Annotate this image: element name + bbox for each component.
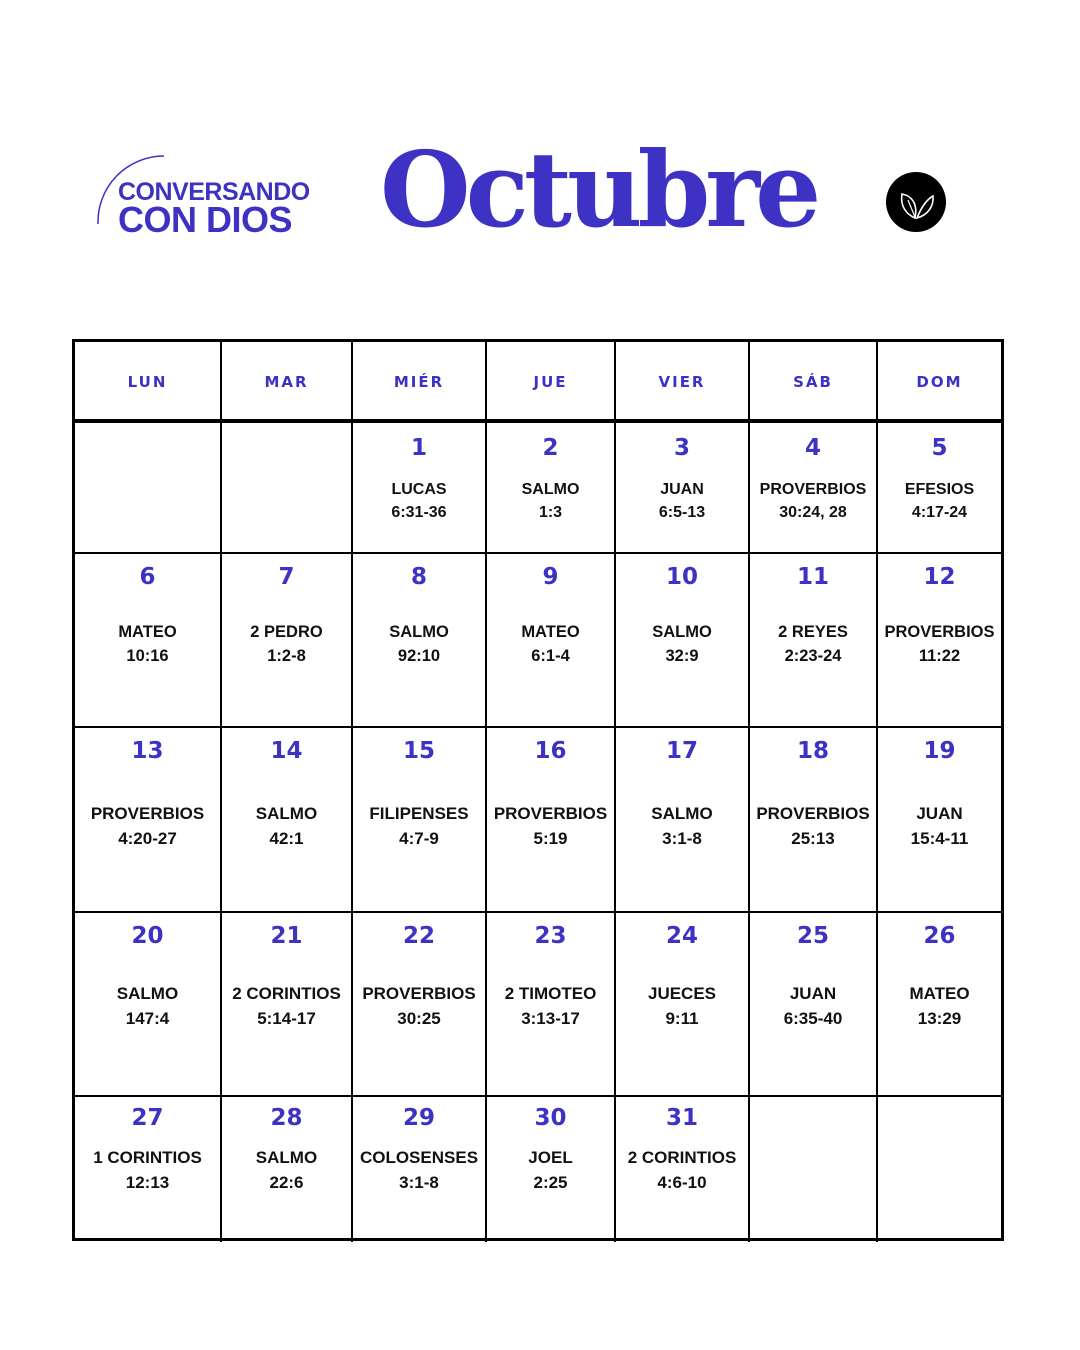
- verse-chapter: 30:25: [397, 1009, 441, 1028]
- day-number: 12: [923, 564, 956, 590]
- day-cell: [616, 1097, 750, 1242]
- day-number: 5: [931, 435, 948, 461]
- day-number: 8: [410, 564, 427, 590]
- day-cell: [878, 913, 1001, 1095]
- verse-book: 1 CORINTIOS: [93, 1148, 202, 1167]
- verse-chapter: 6:5-13: [658, 504, 706, 521]
- weekday-header: [75, 342, 1001, 423]
- verse-chapter: 11:22: [918, 647, 961, 665]
- day-number: 21: [270, 923, 303, 949]
- verse-book: 2 PEDRO: [250, 623, 323, 641]
- day-number: 2: [542, 435, 559, 461]
- verse-reference: [878, 620, 1001, 668]
- verse-chapter: 6:1-4: [531, 647, 570, 665]
- day-number: 19: [923, 738, 956, 764]
- week-row: [75, 423, 1001, 554]
- day-number: 4: [804, 435, 821, 461]
- verse-chapter: 92:10: [397, 647, 441, 665]
- day-cell: [222, 728, 353, 911]
- day-number: 1: [410, 435, 427, 461]
- verse-reference: [353, 801, 485, 851]
- leaf-icon: [886, 172, 946, 232]
- day-cell: [750, 423, 878, 552]
- verse-book: SALMO: [652, 623, 712, 641]
- verse-book: PROVERBIOS: [493, 804, 608, 823]
- day-cell: [222, 913, 353, 1095]
- weekday-header-cell: [750, 342, 878, 419]
- day-cell: [222, 1097, 353, 1242]
- verse-book: SALMO: [255, 1148, 318, 1167]
- verse-book: 2 TIMOTEO: [504, 984, 597, 1003]
- verse-chapter: 9:11: [665, 1009, 699, 1028]
- day-cell: [487, 913, 616, 1095]
- brand-line-1: CONVERSANDO: [118, 178, 310, 206]
- calendar-grid: [72, 339, 1004, 1241]
- verse-chapter: 10:16: [126, 647, 169, 665]
- day-number: 3: [673, 435, 690, 461]
- verse-book: 2 CORINTIOS: [627, 1148, 737, 1167]
- verse-book: PROVERBIOS: [756, 804, 870, 823]
- verse-reference: [222, 620, 351, 668]
- day-number: 27: [131, 1105, 164, 1131]
- day-number: 30: [534, 1105, 567, 1131]
- verse-book: MATEO: [118, 623, 177, 641]
- day-number: 28: [270, 1105, 303, 1131]
- day-cell: [878, 1097, 1001, 1242]
- day-cell: [75, 913, 222, 1095]
- day-cell: [353, 423, 487, 552]
- verse-reference: [616, 620, 748, 668]
- day-cell: [487, 423, 616, 552]
- verse-book: COLOSENSES: [359, 1148, 479, 1167]
- day-number: 13: [131, 738, 164, 764]
- verse-book: FILIPENSES: [369, 804, 469, 823]
- verse-chapter: 25:13: [791, 829, 835, 848]
- verse-chapter: 3:13-17: [521, 1009, 580, 1028]
- verse-book: SALMO: [521, 481, 580, 498]
- weekday-label: LUN: [127, 373, 168, 391]
- verse-reference: [75, 981, 220, 1031]
- verse-reference: [75, 1145, 220, 1195]
- verse-chapter: 3:1-8: [399, 1173, 439, 1192]
- weekday-header-cell: [878, 342, 1001, 419]
- verse-chapter: 22:6: [269, 1173, 304, 1192]
- verse-chapter: 5:14-17: [257, 1009, 316, 1028]
- verse-chapter: 4:7-9: [399, 829, 439, 848]
- verse-chapter: 12:13: [125, 1173, 170, 1192]
- day-cell: [616, 423, 750, 552]
- day-cell: [353, 728, 487, 911]
- week-row: [75, 554, 1001, 728]
- day-cell: [353, 913, 487, 1095]
- day-number: 6: [139, 564, 156, 590]
- verse-reference: [222, 1145, 351, 1195]
- day-number: 24: [665, 923, 698, 949]
- verse-chapter: 5:19: [533, 829, 568, 848]
- verse-reference: [222, 981, 351, 1031]
- day-cell: [616, 913, 750, 1095]
- verse-book: LUCAS: [391, 481, 447, 498]
- day-cell: [750, 554, 878, 726]
- day-number: 23: [534, 923, 567, 949]
- verse-book: JUAN: [916, 804, 963, 823]
- verse-chapter: 30:24, 28: [779, 504, 847, 521]
- verse-reference: [878, 981, 1001, 1031]
- verse-book: PROVERBIOS: [884, 623, 995, 641]
- verse-reference: [75, 801, 220, 851]
- verse-reference: [750, 981, 876, 1031]
- verse-reference: [487, 1145, 614, 1195]
- verse-reference: [616, 1145, 748, 1195]
- day-cell: [616, 728, 750, 911]
- month-title: Octubre: [380, 128, 817, 251]
- verse-book: EFESIOS: [904, 481, 975, 498]
- weekday-header-cell: [222, 342, 353, 419]
- day-number: 22: [402, 923, 435, 949]
- day-number: 20: [131, 923, 164, 949]
- verse-reference: [487, 478, 614, 524]
- verse-reference: [353, 981, 485, 1031]
- verse-book: JOEL: [528, 1148, 573, 1167]
- verse-book: JUAN: [789, 984, 837, 1003]
- brand-line-2: CON DIOS: [118, 199, 293, 240]
- verse-reference: [487, 620, 614, 668]
- day-cell: [487, 728, 616, 911]
- verse-book: PROVERBIOS: [759, 481, 867, 498]
- day-number: 18: [796, 738, 829, 764]
- day-cell: [75, 554, 222, 726]
- weekday-label: MIÉR: [393, 373, 445, 391]
- day-number: 31: [665, 1105, 698, 1131]
- day-number: 29: [402, 1105, 435, 1131]
- weekday-header-cell: [487, 342, 616, 419]
- verse-reference: [750, 478, 876, 524]
- weekday-header-cell: [616, 342, 750, 419]
- week-row: [75, 913, 1001, 1097]
- verse-reference: [353, 620, 485, 668]
- verse-reference: [222, 801, 351, 851]
- weekday-label: DOM: [916, 373, 963, 391]
- day-number: 11: [796, 564, 829, 590]
- verse-chapter: 1:2-8: [267, 647, 306, 665]
- verse-book: PROVERBIOS: [362, 984, 476, 1003]
- verse-chapter: 6:35-40: [783, 1009, 843, 1028]
- day-cell: [487, 1097, 616, 1242]
- day-cell: [750, 728, 878, 911]
- weekday-label: MAR: [264, 373, 309, 391]
- day-number: 14: [270, 738, 303, 764]
- day-number: 10: [665, 564, 698, 590]
- day-number: 26: [923, 923, 956, 949]
- verse-book: MATEO: [909, 984, 970, 1003]
- verse-reference: [616, 478, 748, 524]
- verse-reference: [75, 620, 220, 668]
- verse-chapter: 4:6-10: [657, 1173, 707, 1192]
- day-cell: [353, 1097, 487, 1242]
- day-cell: [878, 423, 1001, 552]
- verse-reference: [353, 478, 485, 524]
- day-number: 25: [796, 923, 829, 949]
- verse-book: SALMO: [651, 804, 713, 823]
- day-number: 15: [402, 738, 435, 764]
- day-cell: [75, 728, 222, 911]
- verse-chapter: 15:4-11: [910, 829, 969, 848]
- weekday-header-cell: [353, 342, 487, 419]
- day-number: 9: [542, 564, 559, 590]
- verse-chapter: 2:25: [533, 1173, 568, 1192]
- day-cell: [750, 913, 878, 1095]
- verse-reference: [487, 981, 614, 1031]
- verse-reference: [616, 801, 748, 851]
- day-cell: [75, 423, 222, 552]
- verse-book: JUAN: [660, 481, 704, 498]
- verse-reference: [353, 1145, 485, 1195]
- weekday-header-cell: [75, 342, 222, 419]
- verse-reference: [616, 981, 748, 1031]
- day-cell: [222, 554, 353, 726]
- day-cell: [878, 554, 1001, 726]
- verse-book: 2 REYES: [778, 623, 848, 641]
- verse-reference: [487, 801, 614, 851]
- day-number: 17: [665, 738, 698, 764]
- day-cell: [878, 728, 1001, 911]
- week-row: [75, 728, 1001, 913]
- verse-chapter: 1:3: [538, 504, 563, 521]
- verse-reference: [878, 478, 1001, 524]
- weekday-label: VIER: [658, 373, 706, 391]
- verse-book: JUECES: [647, 984, 717, 1003]
- verse-reference: [878, 801, 1001, 851]
- week-row: [75, 1097, 1001, 1242]
- verse-reference: [750, 620, 876, 668]
- verse-book: PROVERBIOS: [90, 804, 205, 823]
- brand-logo: [96, 154, 326, 244]
- verse-chapter: 42:1: [269, 829, 304, 848]
- verse-book: SALMO: [255, 804, 318, 823]
- verse-chapter: 4:17-24: [911, 504, 968, 521]
- verse-reference: [750, 801, 876, 851]
- verse-book: 2 CORINTIOS: [232, 984, 341, 1003]
- verse-chapter: 2:23-24: [784, 647, 842, 665]
- verse-chapter: 3:1-8: [662, 829, 702, 848]
- weekday-label: JUE: [533, 373, 568, 391]
- verse-chapter: 6:31-36: [391, 504, 447, 521]
- weekday-label: SÁB: [793, 373, 833, 391]
- day-cell: [353, 554, 487, 726]
- verse-book: SALMO: [389, 623, 449, 641]
- day-cell: [487, 554, 616, 726]
- verse-chapter: 13:29: [917, 1009, 962, 1028]
- day-cell: [750, 1097, 878, 1242]
- verse-book: MATEO: [521, 623, 580, 641]
- verse-chapter: 32:9: [665, 647, 699, 665]
- day-number: 7: [278, 564, 295, 590]
- day-cell: [75, 1097, 222, 1242]
- day-number: 16: [534, 738, 567, 764]
- day-cell: [616, 554, 750, 726]
- verse-book: SALMO: [116, 984, 179, 1003]
- verse-chapter: 147:4: [125, 1009, 170, 1028]
- verse-chapter: 4:20-27: [118, 829, 177, 848]
- day-cell: [222, 423, 353, 552]
